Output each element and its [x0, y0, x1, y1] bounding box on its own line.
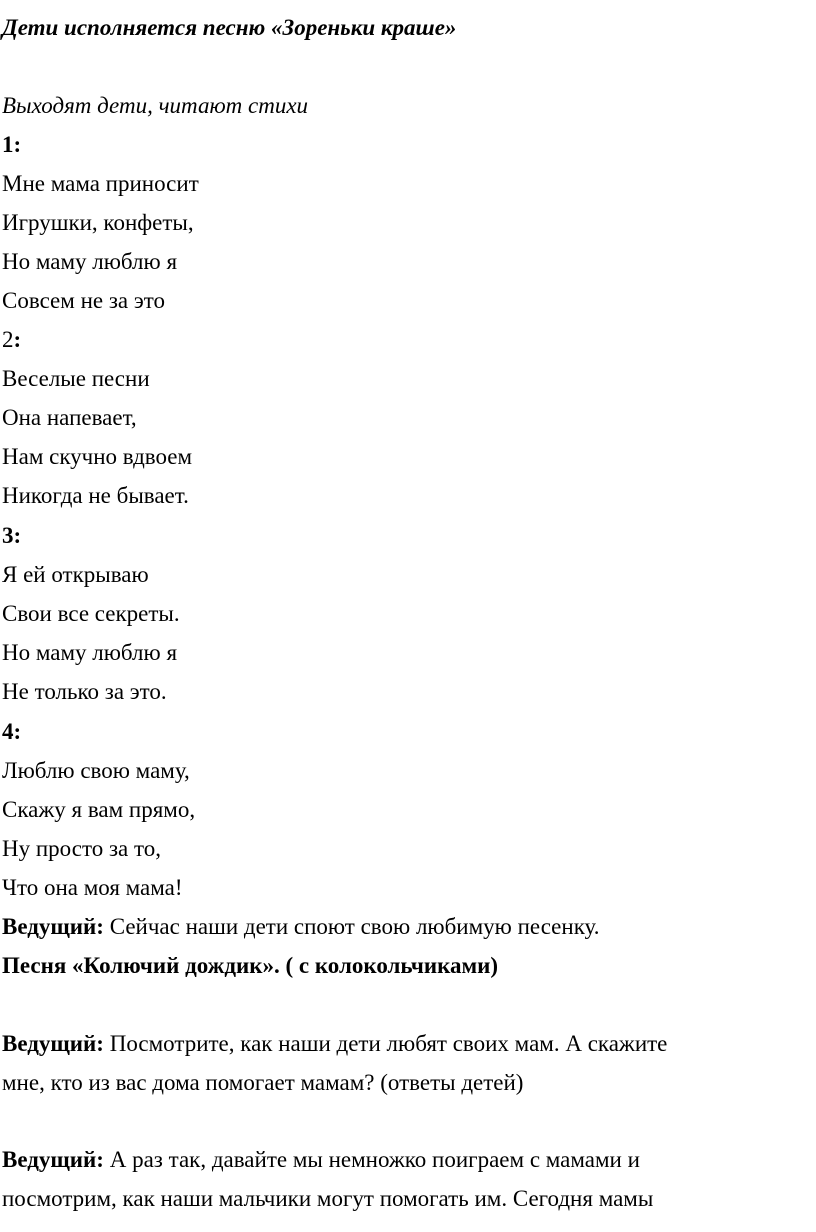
verse-line: Игрушки, конфеты, — [2, 210, 194, 235]
host-remark-3 — [2, 1146, 640, 1174]
host-text: Сейчас наши дети споют свою любимую песенку. — [103, 914, 600, 939]
verse-number: 3 — [2, 523, 14, 548]
verse-number: 4 — [2, 719, 14, 744]
host-text: А раз так, давайте мы немножко поиграем с мамами и — [103, 1147, 640, 1172]
verse-line: Нам скучно вдвоем — [2, 444, 193, 469]
verse-line: Скажу я вам прямо, — [2, 797, 196, 822]
verse-line: Мне мама приносит — [2, 171, 199, 196]
verse-line: Не только за это. — [2, 679, 167, 704]
song-title: Песня «Колючий дождик». ( с колокольчиками) — [2, 953, 499, 978]
verse-number: 1 — [2, 132, 14, 157]
verse-line: Веселые песни — [2, 366, 150, 391]
verse-line: Я ей открываю — [2, 562, 149, 587]
verse-colon: : — [13, 327, 22, 352]
verse-line: Она напевает, — [2, 405, 137, 430]
verse-number: 2 — [2, 327, 14, 352]
host-remark-1 — [2, 913, 600, 941]
verse-number-4 — [2, 718, 21, 746]
verse-line: Ну просто за то, — [2, 836, 161, 861]
verse-line: Никогда не бывает. — [2, 483, 189, 508]
host-remark-3-cont: посмотрим, как наши мальчики могут помогать им. Сегодня мамы — [2, 1186, 654, 1211]
verse-number-1 — [2, 131, 21, 159]
speaker-label: Ведущий: — [2, 914, 104, 939]
verse-colon: : — [13, 132, 22, 157]
host-remark-2-cont: мне, кто из вас дома помогает мамам? (ответы детей) — [2, 1070, 524, 1095]
verse-line: Люблю свою маму, — [2, 758, 190, 783]
speaker-label: Ведущий: — [2, 1031, 104, 1056]
host-text: Посмотрите, как наши дети любят своих мам. А скажите — [103, 1031, 668, 1056]
verse-line: Но маму люблю я — [2, 249, 178, 274]
verse-line: Что она моя мама! — [2, 875, 183, 900]
host-remark-2 — [2, 1030, 667, 1058]
verse-line: Но маму люблю я — [2, 640, 178, 665]
verse-line: Свои все секреты. — [2, 601, 180, 626]
verse-line: Совсем не за это — [2, 288, 165, 313]
verse-colon: : — [13, 719, 22, 744]
document-title: Дети исполняется песню «Зореньки краше» — [2, 15, 457, 40]
verse-number-3 — [2, 522, 21, 550]
speaker-label: Ведущий: — [2, 1147, 104, 1172]
verse-number-2 — [2, 326, 21, 354]
stage-direction: Выходят дети, читают стихи — [2, 93, 309, 118]
verse-colon: : — [13, 523, 22, 548]
